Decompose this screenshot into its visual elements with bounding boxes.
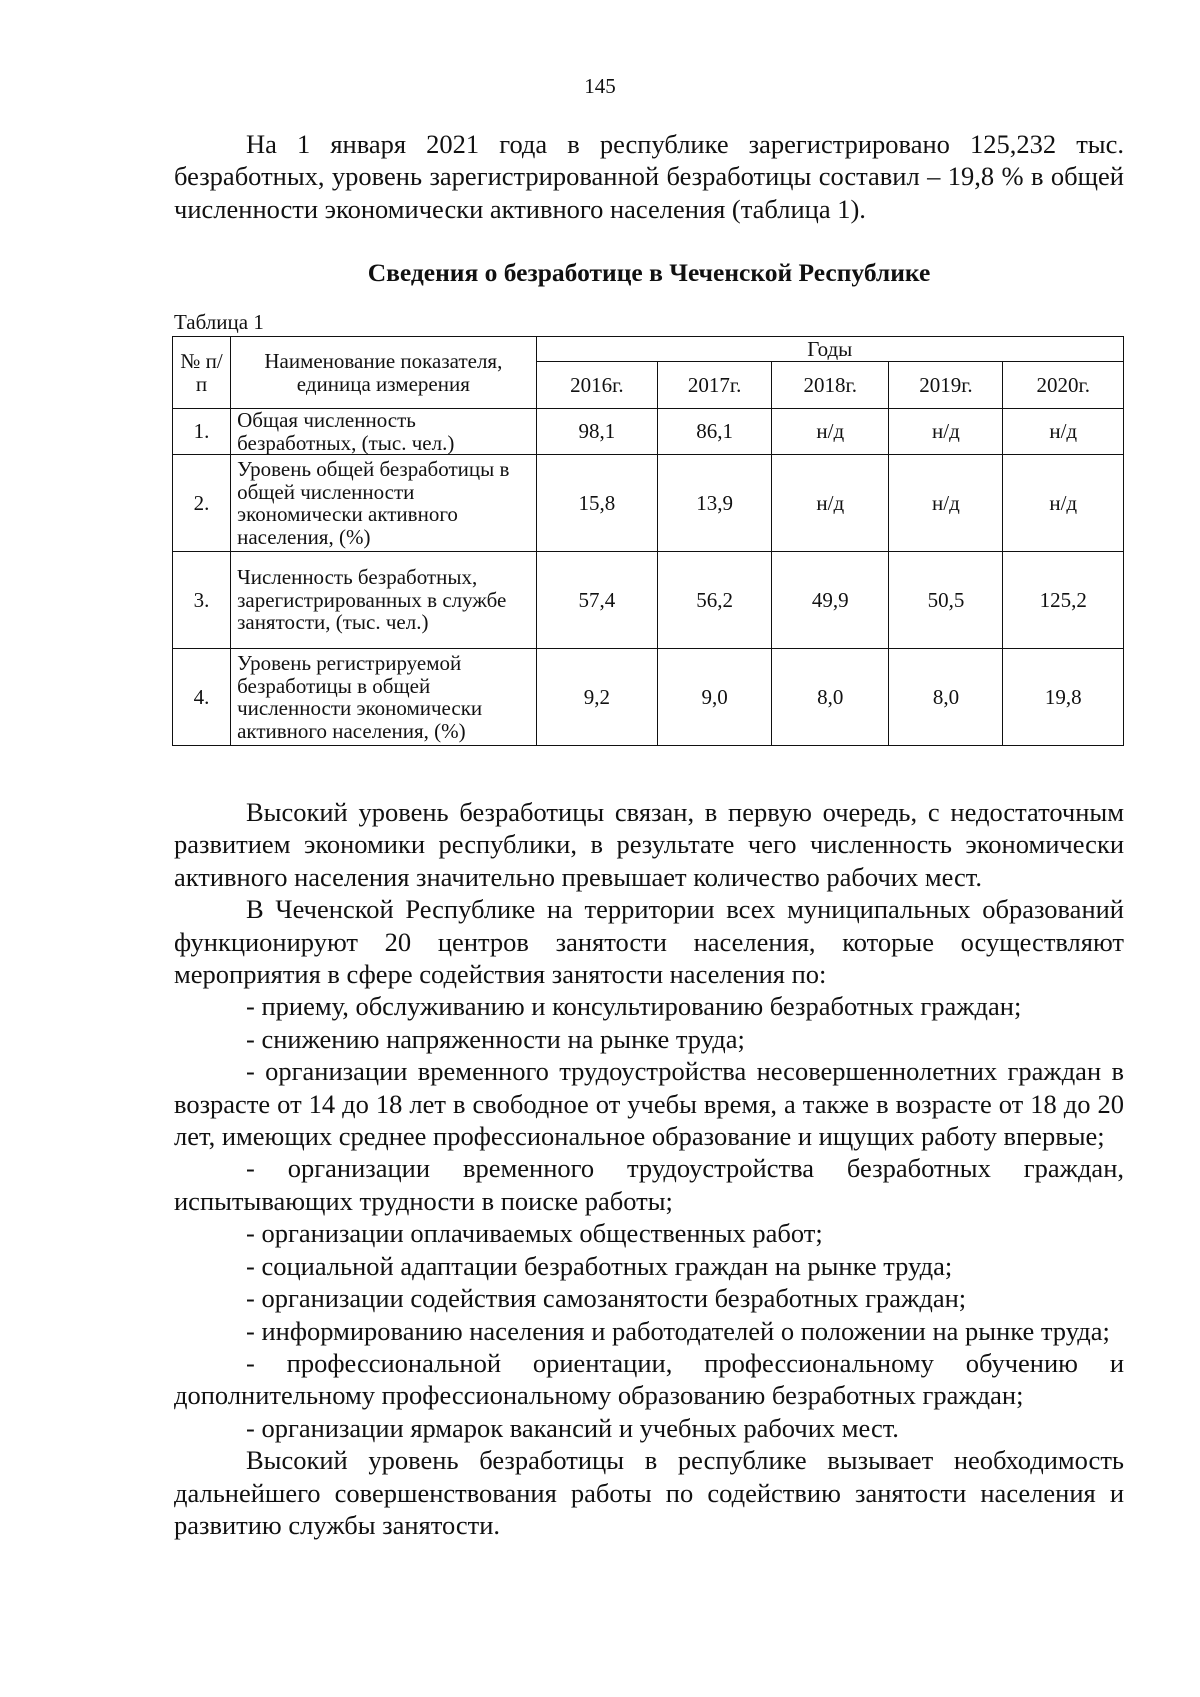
row-value: 19,8 <box>1003 649 1124 746</box>
table-row <box>173 455 1124 552</box>
row-value: 57,4 <box>536 552 658 649</box>
row-number: 3. <box>173 552 231 649</box>
row-number: 2. <box>173 455 231 552</box>
table-row <box>173 409 1124 455</box>
list-item: - организации временного трудоустройства несовершеннолетних граждан в возрасте от 14 до 18 лет в свободное от учебы время, а также в возрасте от 18 до 20 лет, имеющих среднее профессиональное образование и ищущих работу впервые; <box>174 1056 1124 1152</box>
header-year: 2017г. <box>658 362 772 409</box>
row-indicator: Численность безработных, зарегистрированных в службе занятости, (тыс. чел.) <box>231 552 537 649</box>
row-value: н/д <box>1003 455 1124 552</box>
row-value: 9,2 <box>536 649 658 746</box>
row-value: н/д <box>772 409 889 455</box>
unemployment-table <box>172 336 1124 746</box>
row-value: 98,1 <box>536 409 658 455</box>
row-value: 50,5 <box>889 552 1003 649</box>
header-year: 2020г. <box>1003 362 1124 409</box>
paragraph: В Чеченской Республике на территории всех муниципальных образований функционируют 20 центров занятости населения, которые осуществляют мероприятия в сфере содействия занятости населения по: <box>174 894 1124 990</box>
row-value: 86,1 <box>658 409 772 455</box>
table-row <box>173 552 1124 649</box>
row-indicator: Общая численность безработных, (тыс. чел.) <box>231 409 537 455</box>
intro-section <box>174 128 1124 225</box>
row-indicator: Уровень общей безработицы в общей численности экономически активного населения, (%) <box>231 455 537 552</box>
row-value: н/д <box>772 455 889 552</box>
list-item: - организации ярмарок вакансий и учебных рабочих мест. <box>246 1412 899 1443</box>
list-item: - приему, обслуживанию и консультированию безработных граждан; <box>246 991 1022 1022</box>
row-value: 49,9 <box>772 552 889 649</box>
row-value: 15,8 <box>536 455 658 552</box>
row-value: 9,0 <box>658 649 772 746</box>
main-text <box>174 796 1124 1541</box>
header-year: 2019г. <box>889 362 1003 409</box>
header-years-group: Годы <box>536 337 1123 362</box>
table-row <box>173 649 1124 746</box>
row-number: 4. <box>173 649 231 746</box>
table-caption: Таблица 1 <box>174 310 264 334</box>
row-value: 8,0 <box>889 649 1003 746</box>
row-value: 8,0 <box>772 649 889 746</box>
list-item: - социальной адаптации безработных граждан на рынке труда; <box>246 1250 953 1281</box>
list-item: - организации временного трудоустройства безработных граждан, испытывающих трудности в поиске работы; <box>174 1153 1124 1216</box>
row-value: н/д <box>889 455 1003 552</box>
list-item: - организации содействия самозанятости безработных граждан; <box>246 1283 967 1314</box>
row-number: 1. <box>173 409 231 455</box>
row-value: н/д <box>1003 409 1124 455</box>
intro-paragraph: На 1 января 2021 года в республике зарегистрировано 125,232 тыс. безработных, уровень зарегистрированной безработицы составил – 19,8 % в общей численности экономически активного населения (таблица 1). <box>174 129 1124 224</box>
header-name: Наименование показателя, единица измерения <box>231 337 537 409</box>
row-value: н/д <box>889 409 1003 455</box>
list-item: - организации оплачиваемых общественных работ; <box>246 1218 823 1249</box>
paragraph: Высокий уровень безработицы в республике вызывает необходимость дальнейшего совершенствования работы по содействию занятости населения и развитию службы занятости. <box>174 1445 1124 1540</box>
header-year: 2018г. <box>772 362 889 409</box>
page-number: 145 <box>584 74 616 98</box>
row-indicator: Уровень регистрируемой безработицы в общей численности экономически активного населения, (%) <box>231 649 537 746</box>
paragraph: Высокий уровень безработицы связан, в первую очередь, с недостаточным развитием экономики республики, в результате чего численность экономически активного населения значительно превышает количество рабочих мест. <box>174 797 1124 892</box>
header-year: 2016г. <box>536 362 658 409</box>
header-num: № п/п <box>173 337 231 409</box>
list-item: - профессиональной ориентации, профессиональному обучению и дополнительному профессиональному образованию безработных граждан; <box>174 1347 1124 1411</box>
row-value: 13,9 <box>658 455 772 552</box>
table-title: Сведения о безработице в Чеченской Республике <box>367 258 931 287</box>
row-value: 56,2 <box>658 552 772 649</box>
list-item: - снижению напряженности на рынке труда; <box>246 1023 745 1054</box>
row-value: 125,2 <box>1003 552 1124 649</box>
list-item: - информированию населения и работодателей о положении на рынке труда; <box>246 1315 1110 1346</box>
